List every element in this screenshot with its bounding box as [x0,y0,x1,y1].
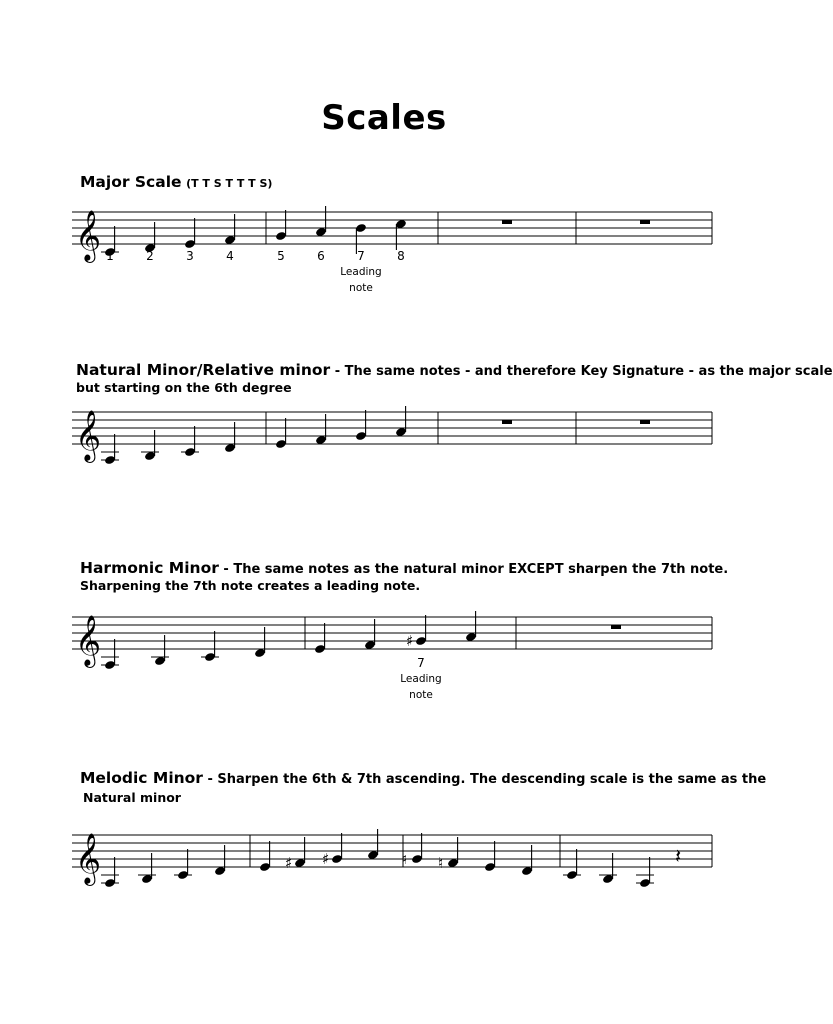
treble-clef-icon: 𝄞 [75,833,102,884]
degree-number: 6 [317,249,325,263]
sharp-icon: ♯ [406,632,414,650]
whole-rest-icon [640,420,650,424]
degree-number: 8 [397,249,405,263]
sharp-icon: ♯ [322,850,330,868]
leading-note-label: Leading [340,266,382,278]
leading-note-label: note [409,689,433,701]
natural-minor-title: Natural Minor/Relative minor [76,361,331,379]
major-scale-title: Major Scale [80,173,182,191]
degree-number: 5 [277,249,285,263]
degree-number: 7 [357,249,365,263]
melodic-minor-heading [80,769,766,789]
major-scale-pattern: (T T S T T T S) [186,177,273,190]
sharp-icon: ♯ [285,854,293,872]
natural-icon: ♮ [438,854,444,872]
quarter-rest-icon: 𝄽 [675,844,682,868]
natural-minor-description: - The same notes - and therefore Key Signature - as the major scale [330,364,833,379]
melodic-minor-description: - Sharpen the 6th & 7th ascending. The descending scale is the same as the [202,772,767,787]
harmonic-minor-description: - The same notes as the natural minor EXCEPT sharpen the 7th note. [218,562,729,577]
treble-clef-icon: 𝄞 [75,615,102,666]
whole-rest-icon [502,220,512,224]
melodic-minor-title: Melodic Minor [80,769,203,787]
major-scale-staff [0,190,768,300]
harmonic-minor-title: Harmonic Minor [80,559,219,577]
leading-note-label: note [349,282,373,294]
page-title: Scales [321,98,447,138]
harmonic-minor-staff [0,600,768,705]
natural-icon: ♮ [402,850,408,868]
degree-number: 7 [417,656,425,670]
leading-note-label: Leading [400,673,442,685]
treble-clef-icon: 𝄞 [75,410,102,461]
harmonic-minor-description-line2: Sharpening the 7th note creates a leading note. [80,578,421,593]
treble-clef-icon: 𝄞 [75,210,102,261]
melodic-minor-staff [0,815,768,884]
whole-rest-icon [640,220,650,224]
natural-minor-heading [76,361,833,381]
whole-rest-icon [611,625,621,629]
degree-number: 2 [146,249,154,263]
degree-number: 3 [186,249,194,263]
degree-number: 4 [226,249,234,263]
melodic-minor-description-line2: Natural minor [83,790,181,805]
harmonic-minor-heading [80,559,728,579]
natural-minor-staff [0,400,768,460]
degree-number: 1 [106,249,114,263]
whole-rest-icon [502,420,512,424]
natural-minor-description-line2: but starting on the 6th degree [76,380,292,395]
